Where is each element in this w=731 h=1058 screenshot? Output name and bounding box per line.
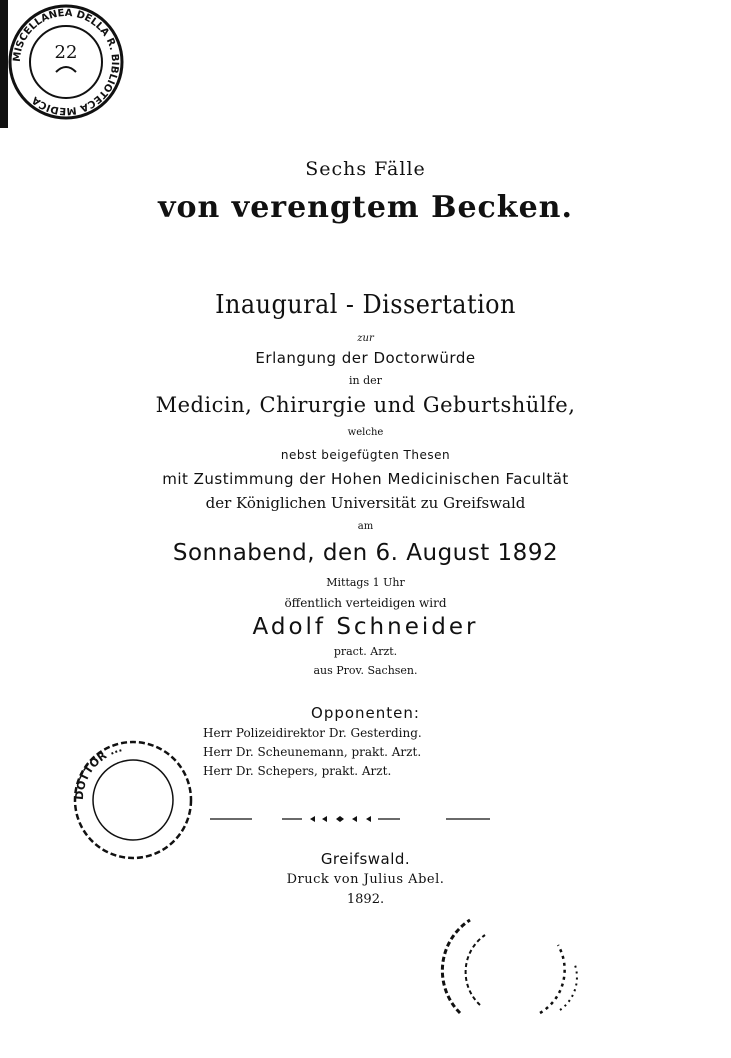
text-fields: Medicin, Chirurgie und Geburtshülfe, xyxy=(155,393,576,417)
svg-text:DOTTOR ... xyxy=(73,741,124,800)
dissertation-heading: Inaugural - Dissertation xyxy=(215,290,516,320)
opponent-3: Herr Dr. Schepers, prakt. Arzt. xyxy=(203,764,392,778)
imprint-year: 1892. xyxy=(346,892,385,907)
imprint-city: Greifswald. xyxy=(320,850,411,868)
text-date: Sonnabend, den 6. August 1892 xyxy=(172,540,559,566)
author-name: Adolf Schneider xyxy=(252,614,479,640)
ornamental-divider xyxy=(210,814,490,824)
text-in-der: in der xyxy=(349,374,382,387)
text-defend: öffentlich verteidigen wird xyxy=(284,596,447,610)
text-theses: nebst beigefügten Thesen xyxy=(280,448,451,462)
stamp-middle-text: DOTTOR ... xyxy=(72,741,124,801)
library-stamp-middle xyxy=(68,735,198,865)
opponents-heading: Opponenten: xyxy=(311,704,420,722)
opponent-1: Herr Polizeidirektor Dr. Gesterding. xyxy=(203,726,422,740)
stamp-top-number: 22 xyxy=(54,42,78,63)
text-consent: mit Zustimmung der Hohen Medicinischen Facultät xyxy=(162,470,569,488)
library-stamp-top xyxy=(0,0,130,128)
imprint-printer: Druck von Julius Abel. xyxy=(286,872,445,887)
opponents-list xyxy=(203,726,523,783)
author-origin: aus Prov. Sachsen. xyxy=(313,664,418,677)
title-line-1: Sechs Fälle xyxy=(305,158,426,180)
text-welche: welche xyxy=(347,427,384,438)
text-university: der Königlichen Universität zu Greifswald xyxy=(205,494,526,512)
text-time: Mittags 1 Uhr xyxy=(326,576,405,589)
text-am: am xyxy=(357,521,374,532)
text-purpose: Erlangung der Doctorwürde xyxy=(255,349,476,367)
library-stamp-bottom xyxy=(440,905,590,1015)
author-title: pract. Arzt. xyxy=(333,645,398,658)
stamp-top-text: MISCELLANEA DELLA R. BIBLIOTECA MEDICA xyxy=(11,7,121,117)
text-zur: zur xyxy=(357,333,374,344)
title-line-2: von verengtem Becken. xyxy=(158,190,573,225)
opponent-2: Herr Dr. Scheunemann, prakt. Arzt. xyxy=(203,745,422,759)
